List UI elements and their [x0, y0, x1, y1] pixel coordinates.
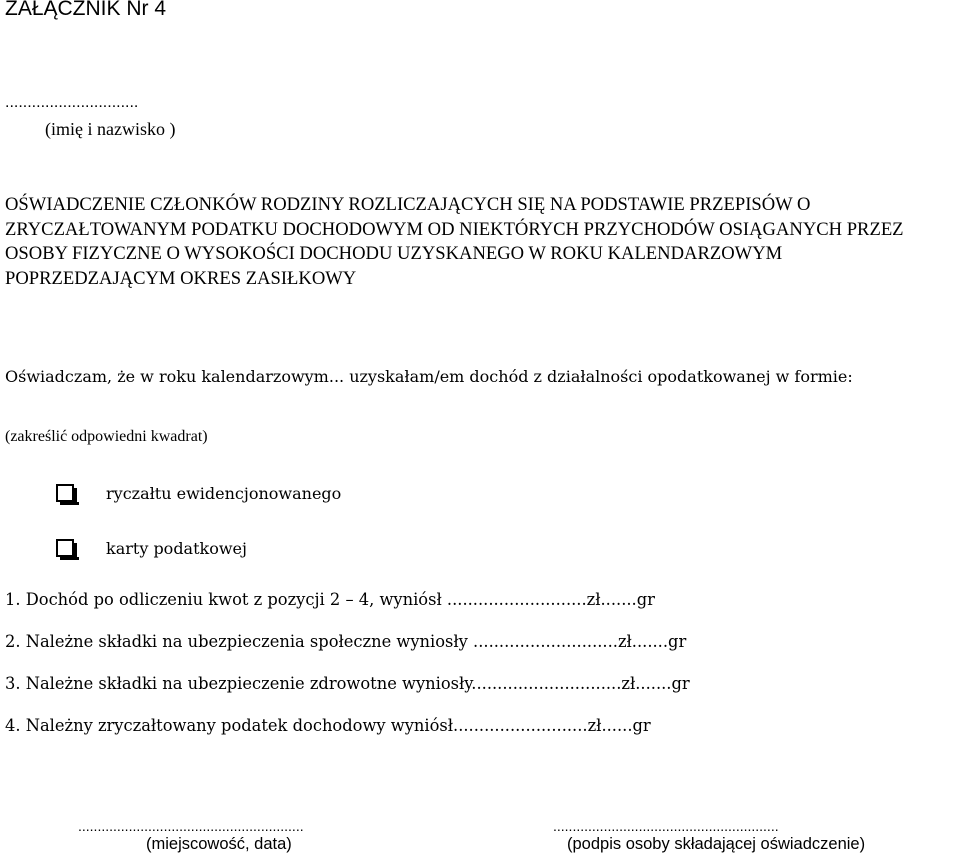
option-label: karty podatkowej	[106, 538, 247, 558]
checkbox-icon[interactable]	[56, 484, 74, 502]
declaration-title: OŚWIADCZENIE CZŁONKÓW RODZINY ROZLICZAJĄCYCH SIĘ NA PODSTAWIE PRZEPISÓW O ZRYCZAŁTOWANYM PODATKU DOCHODOWYM OD NIEKTÓRYCH PRZYCHODÓW OSIĄGANYCH PRZEZ OSOBY FIZYCZNE O WYSOKOŚCI DOCHODU UZYSKANEGO W ROKU KALENDARZOWYM POPRZEDZAJĄCYM OKRES ZASIŁKOWY	[5, 194, 904, 289]
checkbox-icon[interactable]	[56, 539, 74, 557]
social-contributions-item: 2. Należne składki na ubezpieczenia społeczne wyniosły ............................zł.......gr	[5, 632, 687, 651]
attachment-header: ZAŁĄCZNIK Nr 4	[5, 0, 167, 20]
signature-dots: ..........................................................	[553, 818, 779, 834]
declaration-text: Oświadczam, że w roku kalendarzowym... uzyskałam/em dochód z działalności opodatkowanej w formie:	[5, 367, 853, 386]
health-contributions-item: 3. Należne składki na ubezpieczenie zdrowotne wyniosły.............................zł.......gr	[5, 674, 690, 693]
signature-caption: (podpis osoby składającej oświadczenie)	[567, 835, 866, 853]
income-item: 1. Dochód po odliczeniu kwot z pozycji 2 – 4, wyniósł ...........................zł.......gr	[5, 590, 655, 609]
option-label: ryczałtu ewidencjonowanego	[106, 483, 342, 503]
option-lump-sum[interactable]	[56, 480, 341, 506]
tax-item: 4. Należny zryczałtowany podatek dochodowy wyniósł..........................zł......gr	[5, 716, 651, 735]
option-tax-card[interactable]	[56, 535, 247, 561]
name-caption: (imię i nazwisko )	[45, 119, 176, 139]
place-date-caption: (miejscowość, data)	[146, 835, 292, 853]
instruction-hint: (zakreślić odpowiedni kwadrat)	[5, 428, 208, 445]
name-dots-line: ..............................	[5, 94, 139, 111]
place-date-dots: ..........................................................	[78, 818, 304, 834]
